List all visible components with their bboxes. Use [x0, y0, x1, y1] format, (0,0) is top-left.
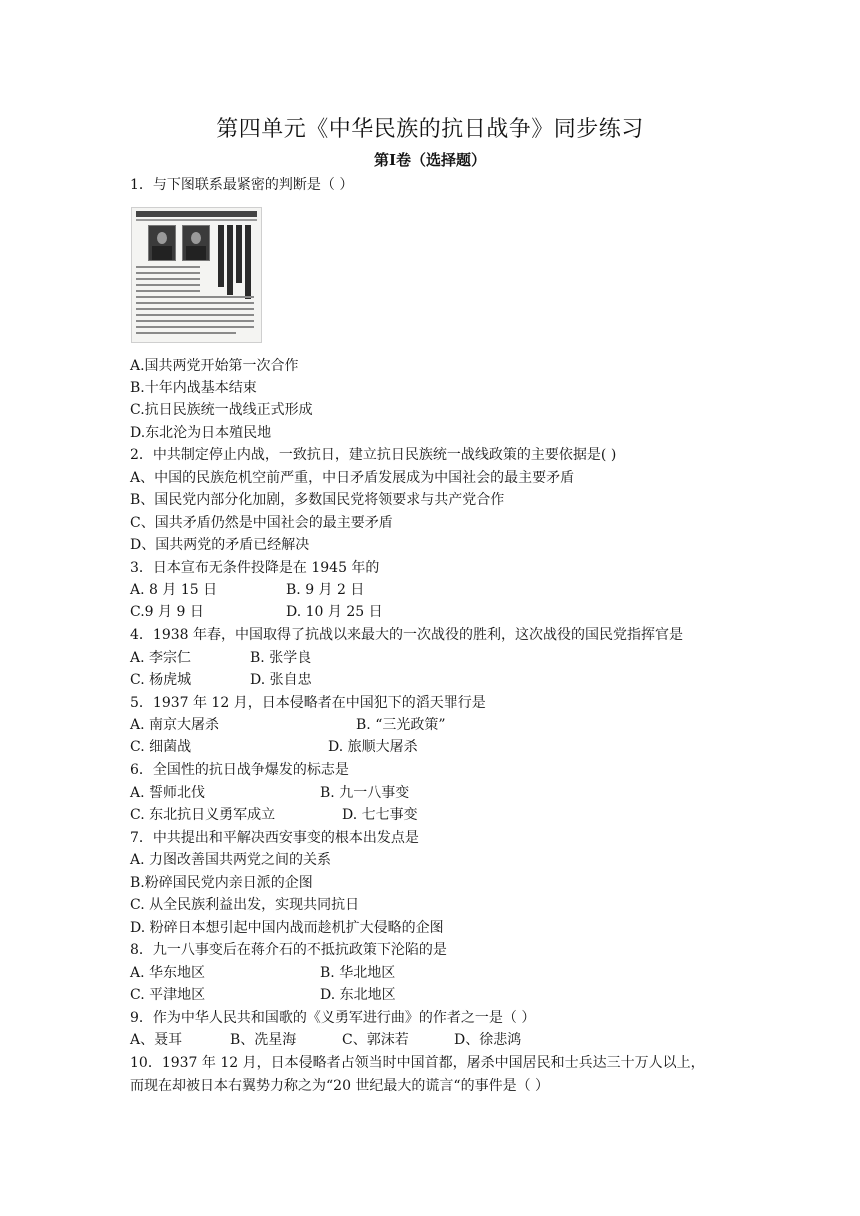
question-3-option-b: B. 9 月 2 日 [286, 582, 365, 598]
question-7-stem: 7．中共提出和平解决西安事变的根本出发点是 [130, 830, 419, 846]
question-5-option-d: D. 旅顺大屠杀 [328, 739, 418, 755]
question-7-option-c: C. 从全民族利益出发，实现共同抗日 [130, 897, 360, 913]
question-10-stem-line2: 而现在却被日本右翼势力称之为“20 世纪最大的谎言“的事件是（ ） [130, 1078, 550, 1094]
question-8-option-a: A. 华东地区 [130, 965, 206, 981]
question-6-options-row1 [130, 783, 410, 803]
question-1-option-d: D.东北沦为日本殖民地 [130, 425, 272, 441]
question-5-stem: 5．1937 年 12 月，日本侵略者在中国犯下的滔天罪行是 [130, 695, 486, 711]
question-7-option-d: D. 粉碎日本想引起中国内战而趁机扩大侵略的企图 [130, 920, 444, 936]
question-1-stem: 1．与下图联系最紧密的判断是（ ） [130, 177, 354, 193]
question-6-option-c: C. 东北抗日义勇军成立 [130, 807, 276, 823]
document-title: 第四单元《中华民族的抗日战争》同步练习 [216, 117, 644, 142]
question-3-option-a: A. 8 月 15 日 [130, 582, 218, 598]
question-8-stem: 8．九一八事变后在蒋介石的不抵抗政策下沦陷的是 [130, 942, 447, 958]
question-9-option-d: D、徐悲鸿 [454, 1032, 522, 1048]
question-2-option-a: A、中国的民族危机空前严重，中日矛盾发展成为中国社会的最主要矛盾 [130, 470, 575, 486]
question-4-option-c: C. 杨虎城 [130, 672, 192, 688]
question-2-option-b: B、国民党内部分化加剧，多数国民党将领要求与共产党合作 [130, 492, 505, 508]
question-4-stem: 4．1938 年春，中国取得了抗战以来最大的一次战役的胜利，这次战役的国民党指挥官是 [130, 627, 683, 643]
question-1-option-a: A.国共两党开始第一次合作 [130, 358, 299, 374]
question-5-option-a: A. 南京大屠杀 [130, 717, 220, 733]
question-3-options-row1 [130, 580, 365, 600]
question-4-options-row1 [130, 648, 312, 668]
question-4-option-b: B. 张学良 [250, 650, 312, 666]
question-10-stem-line1: 10．1937 年 12 月，日本侵略者占领当时中国首都，屠杀中国居民和士兵达三十万人以上， [130, 1055, 705, 1071]
section-subtitle: 第Ⅰ卷（选择题） [373, 151, 487, 169]
question-1-option-c: C.抗日民族统一战线正式形成 [130, 402, 313, 418]
question-4-options-row2 [130, 670, 312, 690]
question-3-option-d: D. 10 月 25 日 [286, 604, 383, 620]
question-9-options-row [130, 1030, 522, 1050]
question-9-option-c: C、郭沫若 [342, 1032, 409, 1048]
question-8-options-row2 [130, 985, 396, 1005]
question-3-options-row2 [130, 602, 383, 622]
question-9-stem: 9．作为中华人民共和国歌的《义勇军进行曲》的作者之一是（ ） [130, 1010, 536, 1026]
question-8-option-d: D. 东北地区 [320, 987, 396, 1003]
question-5-option-c: C. 细菌战 [130, 739, 192, 755]
question-9-option-b: B、冼星海 [230, 1032, 297, 1048]
question-9-option-a: A、聂耳 [130, 1032, 183, 1048]
question-6-option-a: A. 誓师北伐 [130, 785, 206, 801]
question-1-option-b: B.十年内战基本结束 [130, 380, 257, 396]
question-8-options-row1 [130, 963, 396, 983]
question-3-stem: 3．日本宣布无条件投降是在 1945 年的 [130, 560, 380, 576]
question-8-option-b: B. 华北地区 [320, 965, 396, 981]
question-5-options-row1 [130, 715, 446, 735]
question-6-stem: 6．全国性的抗日战争爆发的标志是 [130, 762, 349, 778]
question-6-option-b: B. 九一八事变 [320, 785, 410, 801]
question-5-options-row2 [130, 737, 418, 757]
question-8-option-c: C. 平津地区 [130, 987, 206, 1003]
question-4-option-a: A. 李宗仁 [130, 650, 192, 666]
question-2-stem: 2．中共制定停止内战，一致抗日，建立抗日民族统一战线政策的主要依据是( ) [130, 447, 617, 463]
question-7-option-b: B.粉碎国民党内亲日派的企图 [130, 875, 313, 891]
question-2-option-d: D、国共两党的矛盾已经解决 [130, 537, 310, 553]
question-2-option-c: C、国共矛盾仍然是中国社会的最主要矛盾 [130, 515, 393, 531]
question-3-option-c: C.9 月 9 日 [130, 604, 204, 620]
question-6-options-row2 [130, 805, 418, 825]
newspaper-photo-icon [131, 207, 262, 343]
question-7-option-a: A. 力图改善国共两党之间的关系 [130, 852, 332, 868]
question-6-option-d: D. 七七事变 [342, 807, 418, 823]
question-5-option-b: B. “三光政策” [356, 717, 446, 733]
question-4-option-d: D. 张自忠 [250, 672, 312, 688]
